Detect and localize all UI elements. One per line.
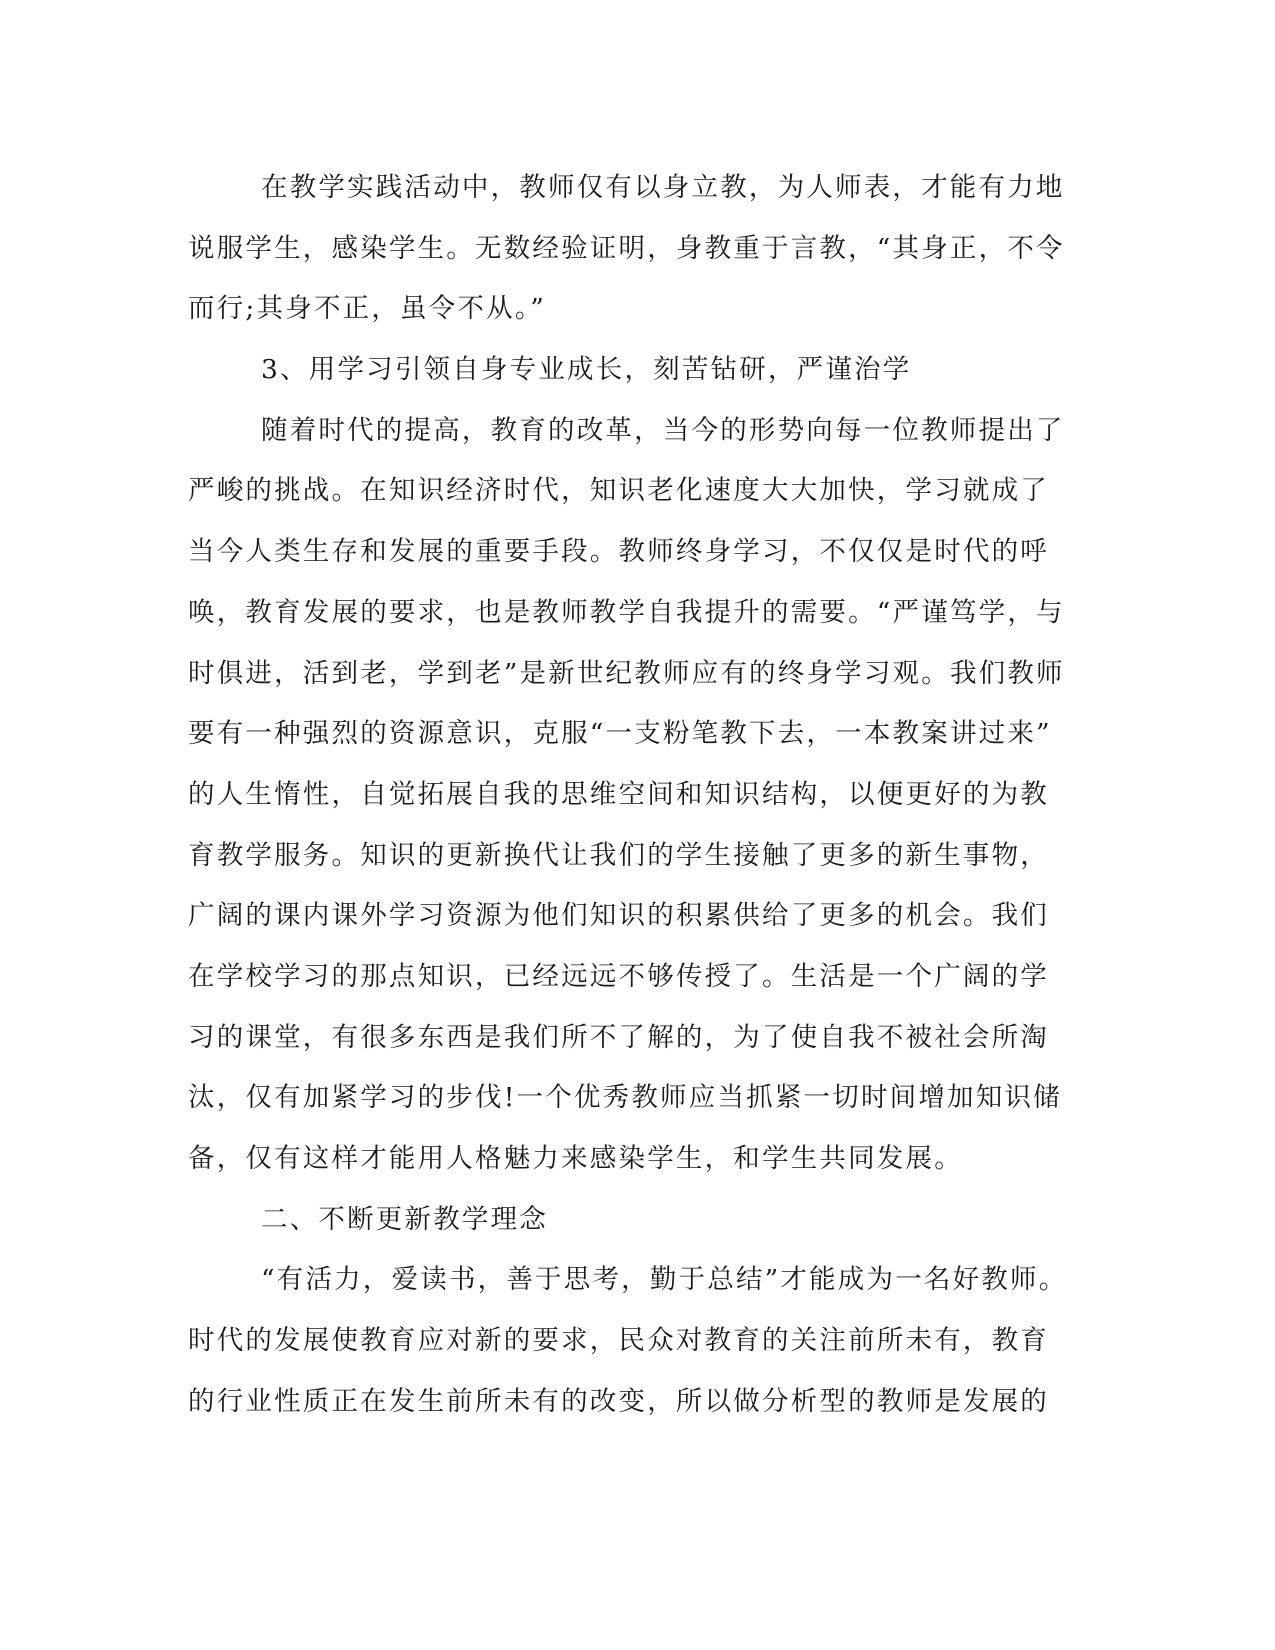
paragraph-line: 在学校学习的那点知识，已经远远不够传授了。生活是一个广阔的学 [188,960,1049,992]
paragraph-line: 而行;其身不正，虽令不从。” [188,293,547,325]
paragraph-line: “有活力，爱读书，善于思考，勤于总结”才能成为一名好教师。 [261,1264,1068,1296]
document-body [188,158,1068,1432]
paragraph-line: 说服学生，感染学生。无数经验证明，身教重于言教，“其身正，不令 [188,232,1065,264]
paragraph-line: 当今人类生存和发展的重要手段。教师终身学习，不仅仅是时代的呼 [188,536,1049,568]
paragraph-line: 要有一种强烈的资源意识，克服“一支粉笔教下去，一本教案讲过来” [188,718,1052,750]
paragraph-line: 育教学服务。知识的更新换代让我们的学生接触了更多的新生事物， [188,839,1049,871]
paragraph-line: 唤，教育发展的要求，也是教师教学自我提升的需要。“严谨笃学，与 [188,596,1065,628]
paragraph-line: 时俱进，活到老，学到老”是新世纪教师应有的终身学习观。我们教师 [188,657,1065,689]
paragraph-line: 的行业性质正在发生前所未有的改变，所以做分析型的教师是发展的 [188,1385,1049,1417]
paragraph-line: 习的课堂，有很多东西是我们所不了解的，为了使自我不被社会所淘 [188,1021,1049,1053]
paragraph-line: 广阔的课内课外学习资源为他们知识的积累供给了更多的机会。我们 [188,900,1049,932]
paragraph-line: 汰，仅有加紧学习的步伐!一个优秀教师应当抓紧一切时间增加知识储 [188,1082,1062,1114]
paragraph-line: 严峻的挑战。在知识经济时代，知识老化速度大大加快，学习就成了 [188,475,1049,507]
paragraph-line: 备，仅有这样才能用人格魅力来感染学生，和学生共同发展。 [188,1143,963,1174]
section-heading-3: 3、用学习引领自身专业成长，刻苦钻研，严谨治学 [261,354,912,386]
paragraph-line: 的人生惰性，自觉拓展自我的思维空间和知识结构，以便更好的为教 [188,778,1049,810]
paragraph-line: 时代的发展使教育应对新的要求，民众对教育的关注前所未有，教育 [188,1325,1049,1357]
paragraph-line: 在教学实践活动中，教师仅有以身立教，为人师表，才能有力地 [261,172,1065,203]
section-heading-2: 二、不断更新教学理念 [261,1203,548,1235]
paragraph-line: 随着时代的提高，教育的改革，当今的形势向每一位教师提出了 [261,414,1065,446]
